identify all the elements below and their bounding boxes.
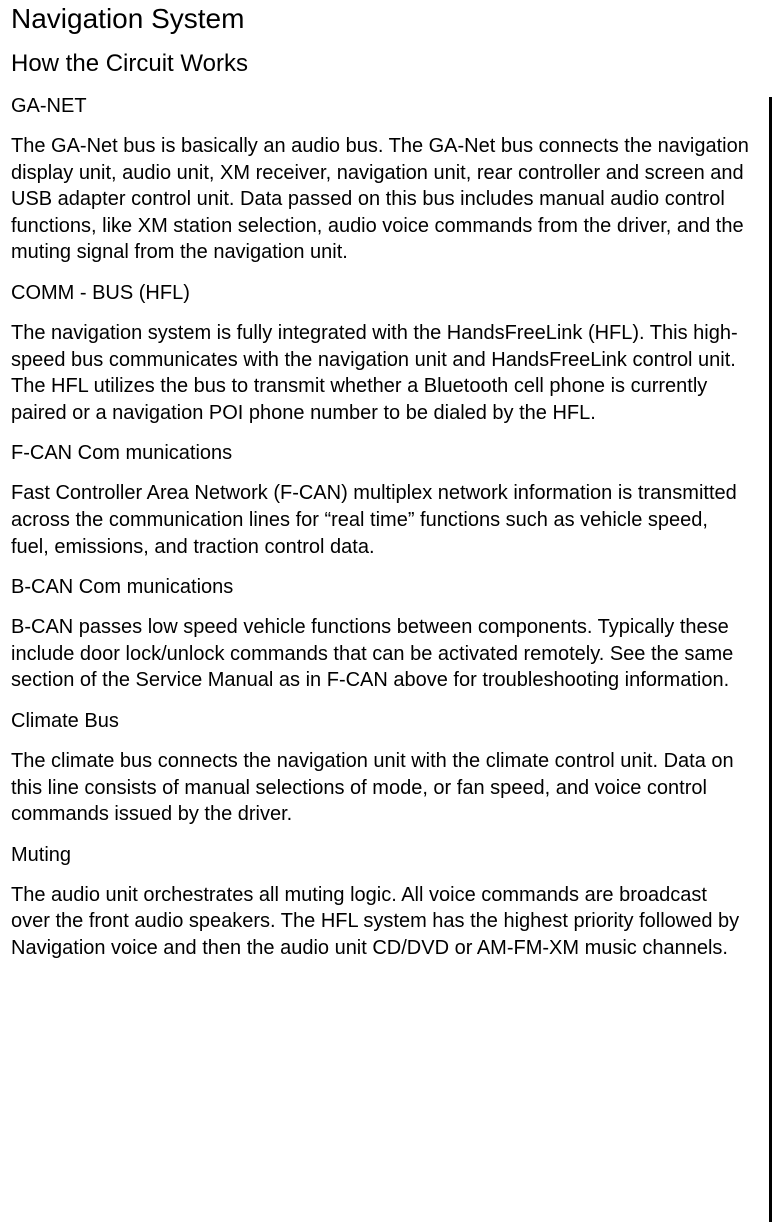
- section-heading: Muting: [11, 843, 72, 866]
- page-subtitle: How the Circuit Works: [11, 50, 248, 77]
- section-paragraph: The climate bus connects the navigation unit with the climate control unit. Data on this line consists of manual selections of mode, or fan speed, and voice control commands issued by the driver.: [11, 749, 734, 826]
- section-paragraph: The audio unit orchestrates all muting logic. All voice commands are broadcast over the front audio speakers. The HFL system has the highest priority followed by Navigation voice and then the audio unit CD/DVD or AM-FM-XM music channels.: [11, 883, 740, 959]
- section-heading: COMM - BUS (HFL): [11, 281, 190, 304]
- section-paragraph: The navigation system is fully integrated with the HandsFreeLink (HFL). This high-speed bus communicates with the navigation unit and HandsFreeLink control unit. The HFL utilizes the bus to transmit whether a Bluetooth cell phone is currently paired or a navigation POI phone number to be dialed by the HFL.: [11, 321, 738, 424]
- section-muting: [11, 842, 751, 962]
- section-heading: F-CAN Com munications: [11, 442, 233, 465]
- section-heading: B-CAN Com munications: [11, 576, 234, 599]
- section-ga-net: [11, 93, 751, 266]
- section-paragraph: B-CAN passes low speed vehicle functions between components. Typically these include door lock/unlock commands that can be activated remotely. See the same section of the Service Manual as in F-CAN above for troubleshooting information.: [11, 616, 734, 692]
- section-paragraph: The GA-Net bus is basically an audio bus. The GA-Net bus connects the navigation display unit, audio unit, XM receiver, navigation unit, rear controller and screen and USB adapter control unit. Data passed on this bus includes manual audio control functions, like XM station selection, audio voice commands from the driver, and the muting signal from the navigation unit.: [11, 135, 749, 264]
- section-heading: GA-NET: [11, 95, 87, 117]
- section-b-can: [11, 574, 751, 694]
- section-heading: Climate Bus: [11, 709, 119, 732]
- section-paragraph: Fast Controller Area Network (F-CAN) multiplex network information is transmitted across the communication lines for “real time” functions such as vehicle speed, fuel, emissions, and traction control data.: [11, 482, 737, 558]
- document-body: [11, 93, 751, 975]
- change-bar: [769, 97, 772, 1222]
- section-comm-bus-hfl: [11, 280, 751, 426]
- section-climate-bus: [11, 708, 751, 828]
- section-f-can: [11, 440, 751, 560]
- page-title: Navigation System: [11, 3, 245, 34]
